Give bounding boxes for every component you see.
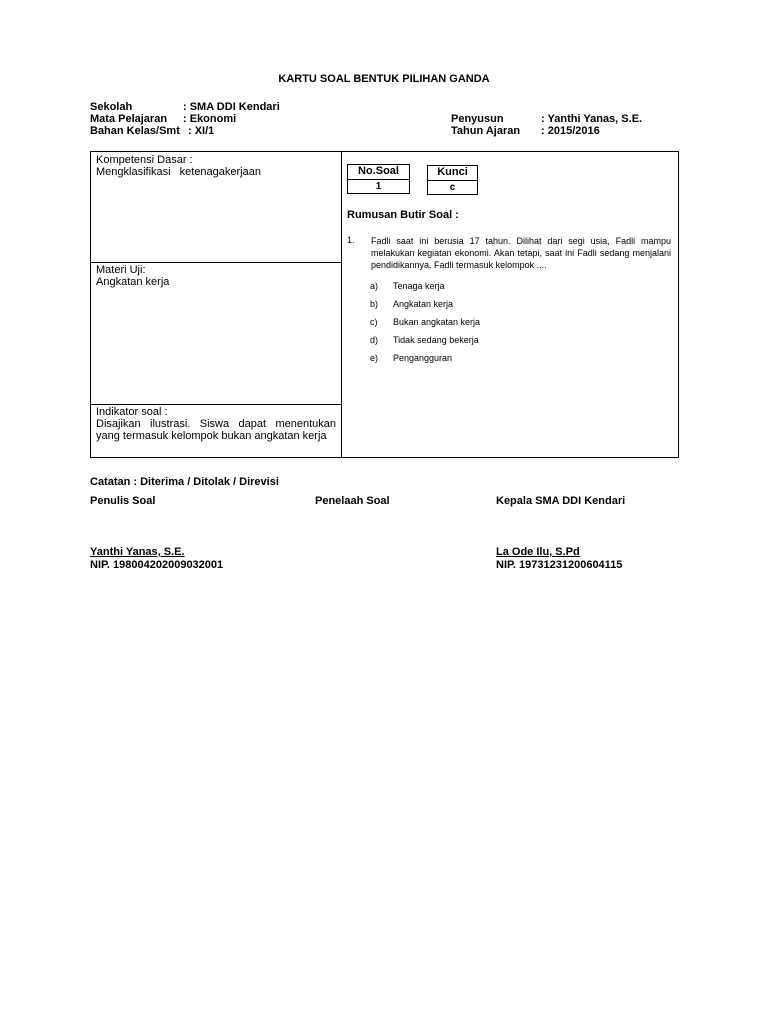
option-letter: c) xyxy=(370,317,378,327)
kunci-label: Kunci xyxy=(428,166,477,181)
row-divider-1 xyxy=(91,262,341,263)
option-letter: d) xyxy=(370,335,379,345)
option-e xyxy=(370,353,453,371)
option-letter: a) xyxy=(370,281,379,291)
kelas-label: Bahan Kelas/Smt xyxy=(90,125,180,137)
materi-section xyxy=(96,264,336,288)
kd-value: Mengklasifikasi ketenagakerjaan xyxy=(96,166,261,178)
penulis-nip: NIP. 198004202009032001 xyxy=(90,559,224,571)
document-title: KARTU SOAL BENTUK PILIHAN GANDA xyxy=(278,73,490,85)
sekolah-value: : SMA DDI Kendari xyxy=(183,101,280,113)
indikator-label: Indikator soal : xyxy=(96,406,168,418)
tahun-value: : 2015/2016 xyxy=(541,125,600,137)
materi-value: Angkatan kerja xyxy=(96,276,170,288)
option-letter: b) xyxy=(370,299,379,309)
penulis-name: Yanthi Yanas, S.E. xyxy=(90,546,185,558)
kunci-value: c xyxy=(449,182,456,193)
mapel-label: Mata Pelajaran xyxy=(90,113,168,125)
kepala-nip: NIP. 19731231200604115 xyxy=(496,559,623,571)
nosoal-value: 1 xyxy=(375,181,382,192)
option-text: Angkatan kerja xyxy=(393,299,454,309)
options-list xyxy=(370,281,481,371)
question-card xyxy=(90,151,679,458)
nosoal-box xyxy=(347,164,410,194)
kepala-name: La Ode Ilu, S.Pd xyxy=(496,546,580,558)
question-number: 1. xyxy=(347,235,355,245)
question-text: Fadli saat ini berusia 17 tahun. Dilihat dari segi usia, Fadli mampu melakukan kegiatan ekonomi. Akan tetapi, saat ini Fadli sedang menjalani pendidikannya. Fadli termasuk kelompok .... xyxy=(371,236,671,270)
option-c xyxy=(370,317,481,335)
option-text: Tenaga kerja xyxy=(393,281,445,291)
mapel-value: : Ekonomi xyxy=(183,113,237,125)
option-a xyxy=(370,281,445,299)
catatan: Catatan : Diterima / Ditolak / Direvisi xyxy=(90,476,279,488)
materi-label: Materi Uji: xyxy=(96,264,146,276)
indikator-value: Disajikan ilustrasi. Siswa dapat menentukan yang termasuk kelompok bukan angkatan kerja xyxy=(96,418,336,442)
row-divider-2 xyxy=(91,404,341,405)
option-b xyxy=(370,299,454,317)
option-text: Tidak sedang bekerja xyxy=(393,335,479,345)
tahun-label: Tahun Ajaran xyxy=(451,125,521,137)
penelaah-label: Penelaah Soal xyxy=(315,495,390,507)
penyusun-label: Penyusun xyxy=(451,113,504,125)
nosoal-label: No.Soal xyxy=(348,165,409,180)
option-text: Bukan angkatan kerja xyxy=(393,317,481,327)
kd-label: Kompetensi Dasar : xyxy=(96,154,193,166)
penulis-label: Penulis Soal xyxy=(90,495,156,507)
penyusun-value: : Yanthi Yanas, S.E. xyxy=(541,113,643,125)
sekolah-label: Sekolah xyxy=(90,101,133,113)
column-divider xyxy=(341,152,342,457)
option-d xyxy=(370,335,479,353)
kunci-box xyxy=(427,165,478,195)
rumusan-label: Rumusan Butir Soal : xyxy=(347,209,459,221)
option-text: Pengangguran xyxy=(393,353,453,363)
kelas-value: : XI/1 xyxy=(188,125,215,137)
kepala-label: Kepala SMA DDI Kendari xyxy=(496,495,626,507)
kd-section xyxy=(96,154,336,178)
indikator-section xyxy=(96,406,336,442)
option-letter: e) xyxy=(370,353,379,363)
